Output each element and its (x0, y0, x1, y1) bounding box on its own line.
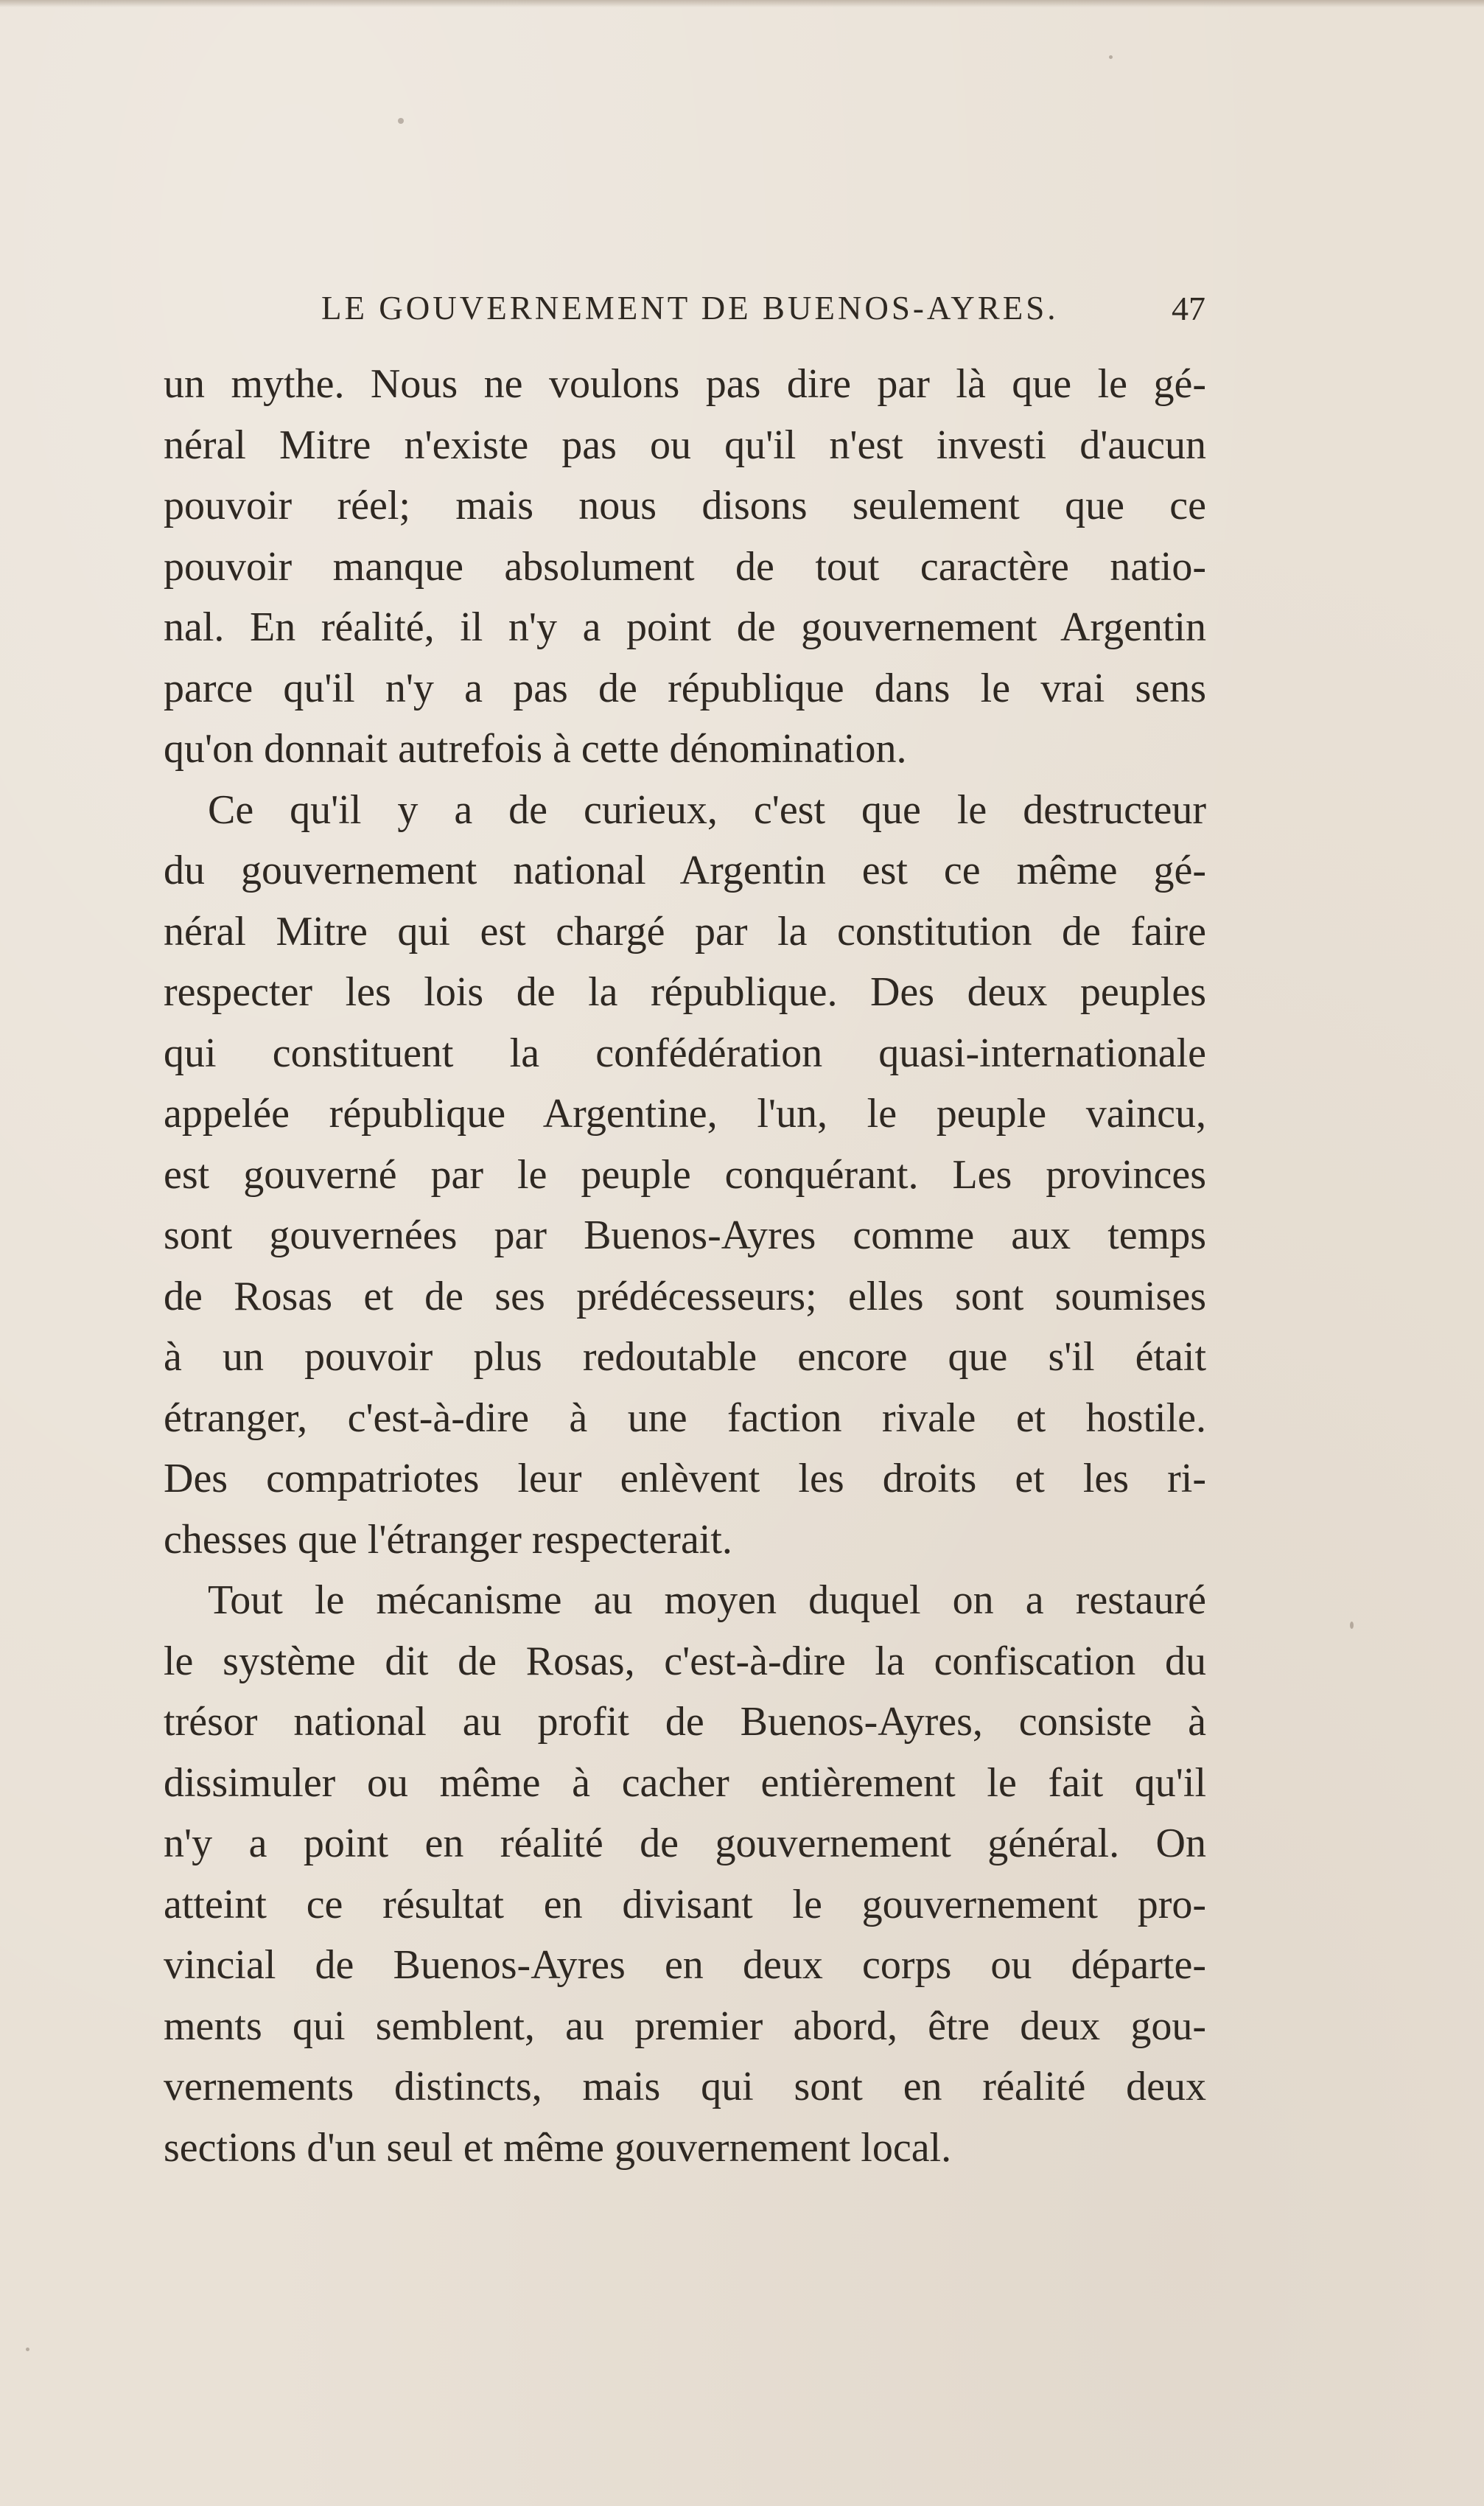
text-line: de Rosas et de ses prédécesseurs; elles sont soumises (164, 1273, 1206, 1319)
text-line: dissimuler ou même à cacher entièrement le fait qu'il (164, 1759, 1206, 1806)
text-line: appelée république Argentine, l'un, le peuple vaincu, (164, 1091, 1206, 1137)
text-line: respecter les lois de la république. Des deux peuples (164, 969, 1206, 1015)
text-line: atteint ce résultat en divisant le gouvernement pro- (164, 1881, 1206, 1927)
text-line: Des compatriotes leur enlèvent les droits et les ri- (164, 1456, 1206, 1501)
text-line: n'y a point en réalité de gouvernement général. On (164, 1821, 1206, 1866)
text-line: à un pouvoir plus redoutable encore que s'il était (164, 1334, 1206, 1380)
text-line: chesses que l'étranger respecterait. (164, 1516, 732, 1563)
page-top-edge (0, 0, 1484, 7)
page-header (321, 289, 1205, 333)
text-line: Tout le mécanisme au moyen duquel on a restauré (208, 1577, 1206, 1623)
paper-speck (26, 2348, 29, 2351)
text-line: trésor national au profit de Buenos-Ayres, consiste à (164, 1699, 1206, 1745)
text-line: nal. En réalité, il n'y a point de gouvernement Argentin (164, 604, 1206, 650)
text-line: qu'on donnait autrefois à cette dénomination. (164, 726, 907, 772)
text-line: Ce qu'il y a de curieux, c'est que le destructeur (208, 786, 1206, 833)
text-line: un mythe. Nous ne voulons pas dire par là que le gé- (164, 361, 1206, 407)
text-line: sont gouvernées par Buenos-Ayres comme aux temps (164, 1212, 1206, 1258)
text-line: ments qui semblent, au premier abord, être deux gou- (164, 2003, 1206, 2049)
text-line: pouvoir réel; mais nous disons seulement que ce (164, 483, 1206, 528)
text-line: néral Mitre n'existe pas ou qu'il n'est investi d'aucun (164, 422, 1206, 468)
text-line: vincial de Buenos-Ayres en deux corps ou départe- (164, 1942, 1206, 1988)
running-head: LE GOUVERNEMENT DE BUENOS-AYRES. (321, 290, 1059, 327)
text-line: le système dit de Rosas, c'est-à-dire la confiscation du (164, 1638, 1206, 1684)
body-text (164, 354, 1206, 2178)
text-line: qui constituent la confédération quasi-internationale (164, 1030, 1206, 1076)
text-line: est gouverné par le peuple conquérant. Les provinces (164, 1151, 1206, 1198)
text-line: sections d'un seul et même gouvernement local. (164, 2124, 952, 2171)
text-line: vernements distincts, mais qui sont en réalité deux (164, 2064, 1206, 2109)
paragraph-2 (164, 780, 1206, 1571)
paragraph-1 (164, 354, 1206, 780)
text-line: étranger, c'est-à-dire à une faction rivale et hostile. (164, 1395, 1206, 1441)
text-line: parce qu'il n'y a pas de république dans le vrai sens (164, 665, 1206, 711)
paragraph-3 (164, 1570, 1206, 2178)
paper-speck (1350, 1622, 1354, 1629)
paper-speck (398, 118, 404, 124)
text-line: du gouvernement national Argentin est ce même gé- (164, 848, 1206, 893)
page-number: 47 (1172, 290, 1205, 327)
text-line: néral Mitre qui est chargé par la constitution de faire (164, 908, 1206, 954)
paper-speck (1109, 55, 1113, 59)
text-line: pouvoir manque absolument de tout caractère natio- (164, 543, 1206, 590)
